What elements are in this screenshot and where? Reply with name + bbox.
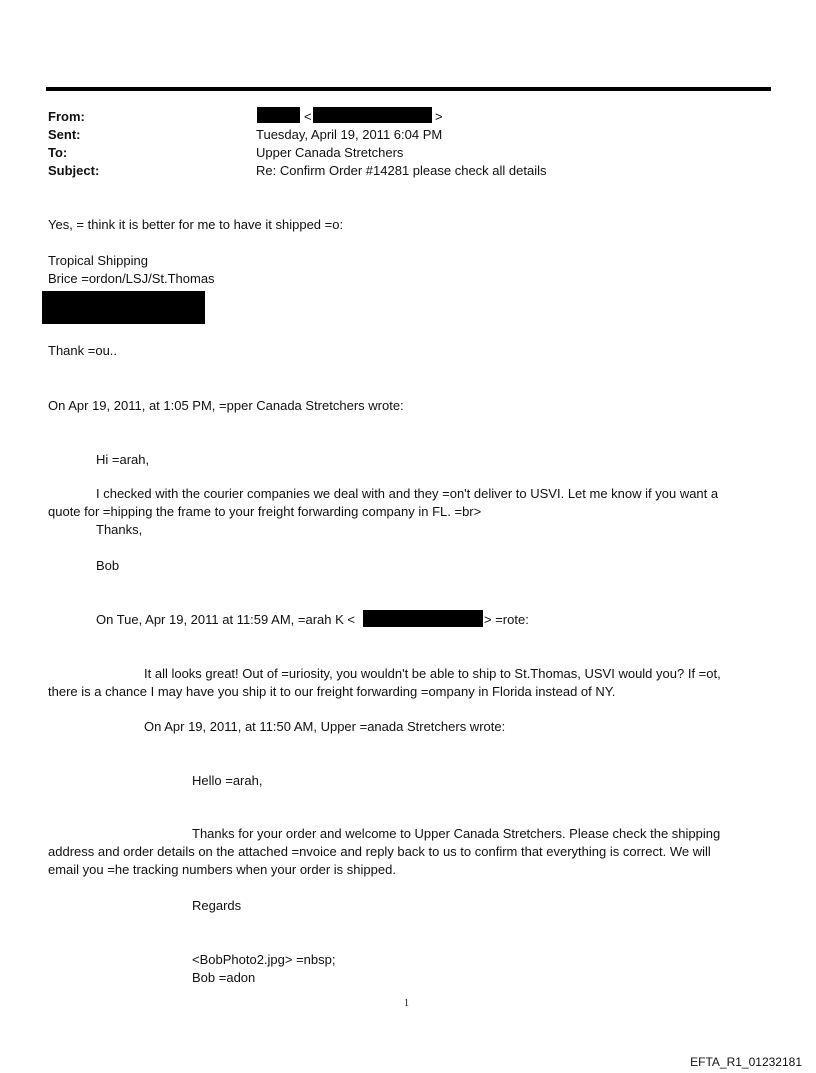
from-lt: < <box>304 109 312 124</box>
q3-greeting: Hello =arah, <box>192 773 263 788</box>
redaction-from-email <box>313 107 432 123</box>
q1-greeting: Hi =arah, <box>96 452 150 467</box>
page-number: 1 <box>404 998 409 1009</box>
sent-label: Sent: <box>48 127 81 142</box>
q2-para-b: there is a chance I may have you ship it to our freight forwarding =ompany in Florida instead of NY. <box>48 684 616 699</box>
body-line-2: Tropical Shipping <box>48 253 148 268</box>
document-id: EFTA_R1_01232181 <box>690 1055 802 1069</box>
subject-label: Subject: <box>48 163 100 178</box>
sent-value: Tuesday, April 19, 2011 6:04 PM <box>256 127 443 142</box>
q1-para-b: quote for =hipping the frame to your freight forwarding company in FL. =br> <box>48 504 482 519</box>
from-gt: > <box>435 109 443 124</box>
to-label: To: <box>48 145 68 160</box>
q3-para-c: email you =he tracking numbers when your order is shipped. <box>48 862 396 877</box>
q1-thanks: Thanks, <box>96 522 143 537</box>
q3-attachment: <BobPhoto2.jpg> =nbsp; <box>192 952 336 967</box>
q3-sign: Bob =adon <box>192 970 256 985</box>
from-label: From: <box>48 109 85 124</box>
body-line-1: Yes, = think it is better for me to have it shipped =o: <box>48 217 344 232</box>
to-value: Upper Canada Stretchers <box>256 145 404 160</box>
quote1-header: On Apr 19, 2011, at 1:05 PM, =pper Canada Stretchers wrote: <box>48 398 404 413</box>
q3-para-b: address and order details on the attached =nvoice and reply back to us to confirm that everything is correct. We will <box>48 844 711 859</box>
q3-regards: Regards <box>192 898 242 913</box>
header-rule <box>46 87 771 91</box>
quote2-header-b: > =rote: <box>484 612 529 627</box>
redaction-address <box>42 291 205 324</box>
q2-para-a: It all looks great! Out of =uriosity, you wouldn't be able to ship to St.Thomas, USVI would you? If =ot, <box>144 666 721 681</box>
quote3-header: On Apr 19, 2011, at 11:50 AM, Upper =anada Stretchers wrote: <box>144 719 506 734</box>
redaction-from-name <box>257 107 300 123</box>
body-line-3: Brice =ordon/LSJ/St.Thomas <box>48 271 215 286</box>
q3-para-a: Thanks for your order and welcome to Upper Canada Stretchers. Please check the shipping <box>192 826 721 841</box>
redaction-quote2-email <box>363 610 483 627</box>
body-line-4: Thank =ou.. <box>48 343 118 358</box>
q1-sign: Bob <box>96 558 120 573</box>
q1-para-a: I checked with the courier companies we deal with and they =on't deliver to USVI. Let me know if you want a <box>96 486 719 501</box>
subject-value: Re: Confirm Order #14281 please check all details <box>256 163 547 178</box>
quote2-header-a: On Tue, Apr 19, 2011 at 11:59 AM, =arah K < <box>96 612 355 627</box>
